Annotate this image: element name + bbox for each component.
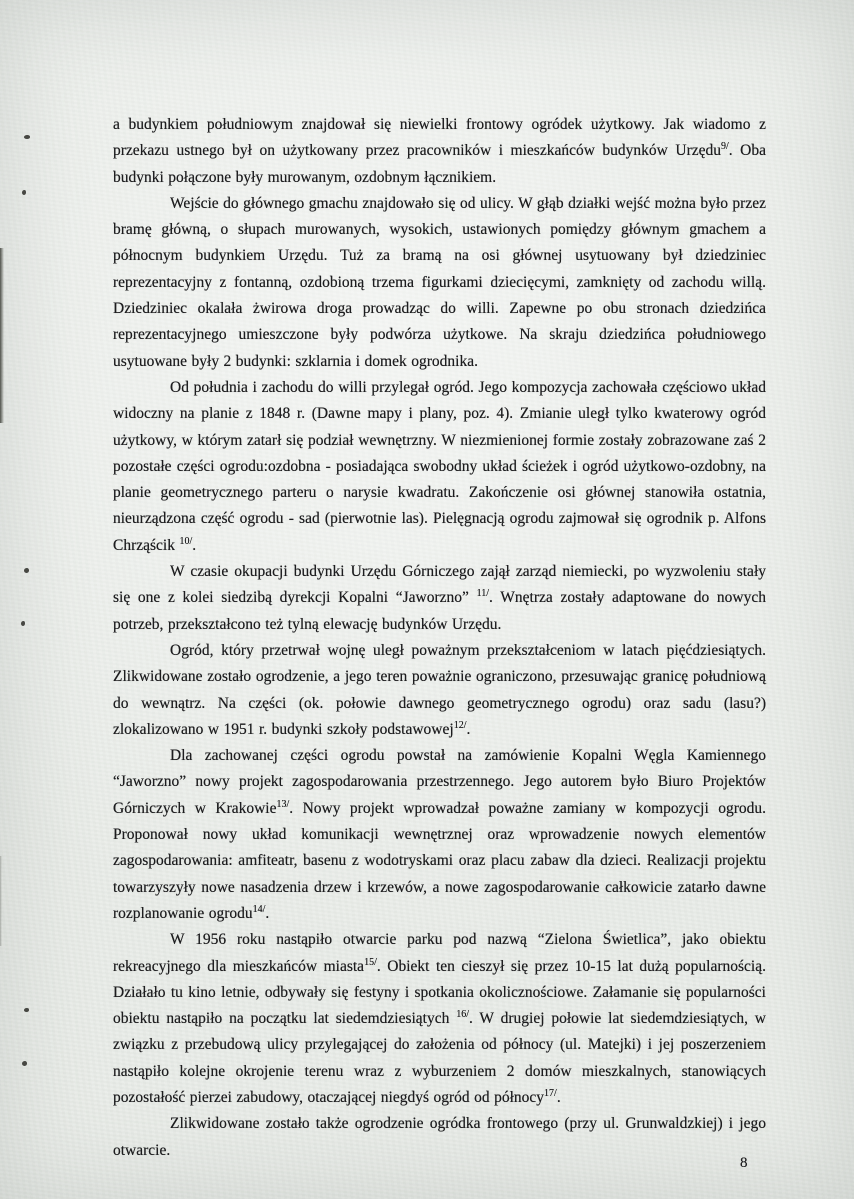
- paragraph: Wejście do głównego gmachu znajdowało się od ulicy. W głąb działki wejść można było przez bramę główną, o słupach murowanych, wysokich, ustawionych pomiędzy głównym gmachem a północnym budynkiem Urzędu. Tuż za bramą na osi głównej usytuowany był dziedziniec reprezentacyjny z fontanną, ozdobioną trzema figurkami dziecięcymi, zamknięty od zachodu willą. Dziedziniec okalała żwirowa droga prowadząc do willi. Zapewne po obu stronach dziedzińca reprezentacyjnego umieszczone były podwórza użytkowe. Na skraju dziedzińca południowego usytuowane były 2 budynki: szklarnia i domek ogrodnika.: [113, 194, 766, 370]
- scan-edge-mark: [0, 248, 4, 423]
- paragraph: Dla zachowanej części ogrodu powstał na zamówienie Kopalni Węgla Kamiennego “Jaworzno” nowy projekt zagospodarowania przestrzennego. Jego autorem było Biuro Projektów Górniczych w Krakowie$^{13/}$. Nowy projekt wprowadzał poważne zamiany w kompozycji ogrodu. Proponował nowy układ komunikacji wewnętrznej oraz wprowadzenie nowych elementów zagospodarowania: amfiteatr, basenu z wodotryskami oraz placu zabaw dla dzieci. Realizacji projektu towarzyszyły nowe nasadzenia drzew i krzewów, a nowe zagospodarowanie całkowicie zatarło dawne rozplanowanie ogrodu$^{14/}$.: [113, 747, 766, 922]
- footnote-ref: 9/: [720, 141, 729, 153]
- footnote-ref: 11/: [476, 588, 490, 600]
- scan-speck: [21, 621, 25, 626]
- footnote-ref: 14/: [252, 903, 266, 915]
- footnote-ref: 12/: [453, 719, 467, 731]
- footnote-ref: 15/: [364, 956, 377, 968]
- paragraph: Od południa i zachodu do willi przylegał ogród. Jego kompozycja zachowała częściowo układ widoczny na planie z 1848 r. (Dawne mapy i plany, poz. 4). Zmianie uległ tylko kwaterowy ogród użytkowy, w którym zatarł się podział wewnętrzny. W niezmienionej formie zostały zobrazowane zaś 2 pozostałe części ogrodu:ozdobna - posiadająca swobodny układ ścieżek i ogród użytkowo-ozdobny, na planie geometrycznego parteru o narysie kwadratu. Zakończenie osi głównej stanowiła ostatnia, nieurządzona część ogrodu - sad (pierwotnie las). Pielęgnacją ogrodu zajmował się ogrodnik p. Alfons Chrząścik $^{10/}$.: [113, 378, 766, 554]
- scan-speck: [24, 135, 30, 139]
- footnote-ref: 17/: [544, 1087, 557, 1099]
- footnote-ref: 10/: [179, 535, 193, 547]
- paragraph: Ogród, który przetrwał wojnę uległ poważnym przekształceniom w latach pięćdziesiątych. Zlikwidowane zostało ogrodzenie, a jego teren poważnie ograniczono, przesuwając granicę południową do wewnątrz. Na części (ok. połowie dawnego geometrycznego ogrodu) oraz sadu (lasu?) zlokalizowano w 1951 r. budynki szkoły podstawowej$^{12/}$.: [113, 641, 766, 738]
- paragraph: Zlikwidowane zostało także ogrodzenie ogródka frontowego (przy ul. Grunwaldzkiej) i jego otwarcie.: [113, 1115, 766, 1159]
- scan-edge-mark: [0, 856, 2, 946]
- paragraph: W 1956 roku nastąpiło otwarcie parku pod nazwą “Zielona Świetlica”, jako obiektu rekreacyjnego dla mieszkańców miasta$^{15/}$. Obiekt ten cieszył się przez 10-15 lat dużą popularnością. Działało tu kino letnie, odbywały się festyny i spotkania okolicznościowe. Załamanie się popularności obiektu nastąpiło na początku lat siedemdziesiątych $^{16/}$. W drugiej połowie lat siedemdziesiątych, w związku z przebudową ulicy przylegającej do założenia od północy (ul. Matejki) i jej poszerzeniem nastąpiło kolejne okrojenie terenu wraz z wyburzeniem 2 domów mieszkalnych, stanowiących pozostałość pierzei zabudowy, otaczającej niegdyś ogród od północy$^{17/}$.: [113, 931, 766, 1106]
- scan-speck: [24, 1008, 29, 1012]
- scan-speck: [24, 568, 29, 573]
- paragraph: W czasie okupacji budynki Urzędu Górniczego zajął zarząd niemiecki, po wyzwoleniu stały się one z kolei siedzibą dyrekcji Kopalni “Jaworzno” $^{11/}$. Wnętrza zostały adaptowane do nowych potrzeb, przekształcono też tylną elewację budynków Urzędu.: [113, 563, 767, 633]
- footnote-ref: 13/: [276, 798, 290, 810]
- page-number: 8: [740, 1155, 748, 1171]
- paragraph: a budynkiem południowym znajdował się niewielki frontowy ogródek użytkowy. Jak wiadomo z przekazu ustnego był on użytkowany przez pracowników i mieszkańców budynków Urzędu$^{9/}$. Oba budynki połączone były murowanym, ozdobnym łącznikiem.: [113, 116, 766, 186]
- scan-speck: [22, 1061, 27, 1066]
- document-text: [113, 112, 766, 1164]
- footnote-ref: 16/: [456, 1009, 469, 1021]
- scan-speck: [22, 190, 26, 195]
